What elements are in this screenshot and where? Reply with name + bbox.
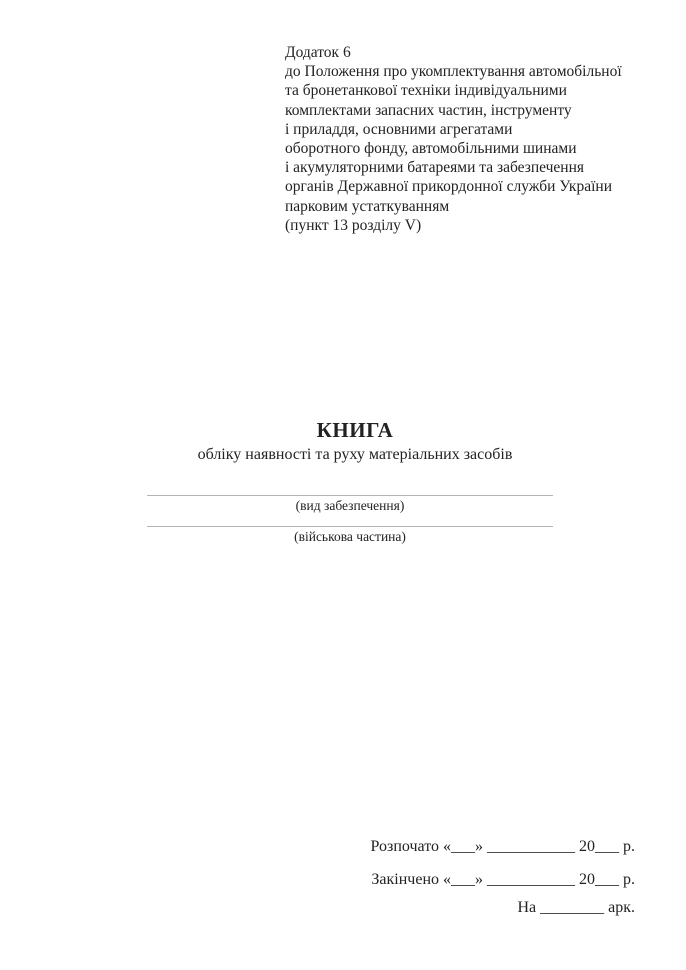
appendix-header-line: і приладдя, основними агрегатами (285, 120, 513, 138)
sheet-count-line: На ________ арк. (517, 899, 635, 916)
supply-type-blank-line (147, 495, 553, 496)
military-unit-blank-line (147, 526, 553, 527)
appendix-header-line: та бронетанкової техніки індивідуальними (285, 82, 567, 100)
appendix-header-line: комплектами запасних частин, інструменту (285, 101, 572, 119)
page-title: КНИГА (316, 418, 394, 442)
appendix-header-line: Додаток 6 (285, 44, 351, 61)
appendix-header-line: парковим устаткуванням (285, 197, 450, 215)
appendix-header-line: (пункт 13 розділу V) (285, 216, 422, 234)
appendix-header-line: до Положення про укомплектування автомобільної (285, 63, 622, 81)
finished-date-line: Закінчено «___» ___________ 20___ р. (371, 871, 635, 888)
supply-type-label: (вид забезпечення) (295, 498, 405, 513)
appendix-header-line: оборотного фонду, автомобільними шинами (285, 140, 577, 158)
appendix-header-line: органів Державної прикордонної служби України (285, 178, 612, 196)
started-date-line: Розпочато «___» ___________ 20___ р. (370, 838, 635, 855)
appendix-header (285, 43, 655, 235)
page-subtitle: обліку наявності та руху матеріальних засобів (197, 446, 513, 463)
appendix-header-line: і акумуляторними батареями та забезпечення (285, 159, 585, 177)
military-unit-label: (військова частина) (294, 529, 406, 544)
